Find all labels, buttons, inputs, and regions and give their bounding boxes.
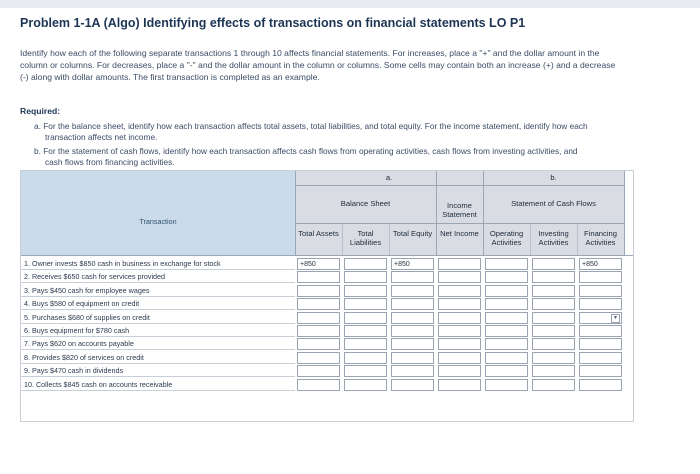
amount-input[interactable] [532, 325, 575, 337]
transaction-header-label: Transaction [139, 217, 177, 226]
header-line [295, 223, 624, 224]
amount-input[interactable] [297, 271, 340, 283]
part-a-header: a. [295, 171, 483, 185]
column-header-total-liabilities: Total Liabilities [342, 223, 389, 255]
column-divider [530, 223, 531, 255]
amount-input[interactable] [297, 379, 340, 391]
transaction-header [21, 171, 296, 255]
header-divider [624, 171, 625, 255]
amount-input[interactable] [532, 271, 575, 283]
chevron-down-icon[interactable]: ▾ [611, 314, 620, 323]
required-item-b: b. For the statement of cash flows, identify how each transaction affects cash flows from operating activities, cash flows from investing activities, and cash flows from financing activities. [34, 146, 578, 167]
amount-input[interactable] [485, 338, 528, 350]
transaction-row-label: 4. Buys $580 of equipment on credit [21, 297, 295, 310]
transaction-row-label: 1. Owner invests $850 cash in business in exchange for stock [21, 257, 295, 270]
amount-input[interactable] [438, 365, 481, 377]
transaction-row-label: 5. Purchases $680 of supplies on credit [21, 311, 295, 324]
amount-input[interactable] [485, 352, 528, 364]
amount-value: +850 [582, 261, 598, 268]
balance-sheet-header: Balance Sheet [295, 185, 436, 223]
amount-input[interactable] [297, 352, 340, 364]
amount-input[interactable] [438, 271, 481, 283]
amount-input[interactable] [297, 365, 340, 377]
amount-input[interactable] [438, 298, 481, 310]
amount-value: +850 [394, 261, 410, 268]
amount-input[interactable] [579, 258, 622, 270]
amount-input[interactable] [485, 258, 528, 270]
header-divider [483, 171, 484, 255]
header-line [21, 255, 633, 256]
column-header-total-equity: Total Equity [389, 223, 436, 255]
amount-input[interactable] [579, 365, 622, 377]
amount-input[interactable] [532, 379, 575, 391]
amount-input[interactable] [438, 312, 481, 324]
amount-input[interactable] [485, 271, 528, 283]
column-header-total-assets: Total Assets [295, 223, 342, 255]
amount-input[interactable] [532, 338, 575, 350]
amount-input[interactable] [297, 285, 340, 297]
amount-input[interactable] [344, 285, 387, 297]
amount-input[interactable] [297, 338, 340, 350]
amount-input[interactable] [485, 325, 528, 337]
amount-input[interactable] [391, 365, 434, 377]
amount-input[interactable] [579, 379, 622, 391]
amount-input[interactable] [485, 285, 528, 297]
income-statement-header: Income Statement [436, 185, 483, 223]
amount-input[interactable] [532, 312, 575, 324]
column-header-operating-activities: Operating Activities [483, 223, 530, 255]
column-divider [577, 223, 578, 255]
transaction-row-label: 2. Receives $650 cash for services provided [21, 270, 295, 283]
column-divider [389, 223, 390, 255]
required-label: Required: [20, 106, 61, 116]
amount-input[interactable] [391, 379, 434, 391]
header-divider [436, 171, 437, 255]
transaction-row-label: 8. Provides $820 of services on credit [21, 351, 295, 364]
header-line [295, 185, 624, 186]
amount-input[interactable] [485, 365, 528, 377]
required-item-a: a. For the balance sheet, identify how each transaction affects total assets, total liabilities, and total equity. For the income statement, identify how each transaction affects net income. [34, 121, 588, 142]
amount-input[interactable] [391, 298, 434, 310]
column-header-investing-activities: Investing Activities [530, 223, 577, 255]
amount-input[interactable] [485, 312, 528, 324]
amount-input[interactable] [344, 379, 387, 391]
amount-input[interactable] [344, 258, 387, 270]
part-b-header: b. [483, 171, 624, 185]
amount-input[interactable] [297, 325, 340, 337]
transaction-row-label: 10. Collects $845 cash on accounts receivable [21, 378, 295, 391]
amount-input[interactable] [344, 365, 387, 377]
column-header-financing-activities: Financing Activities [577, 223, 624, 255]
amount-input[interactable] [579, 285, 622, 297]
top-bar [0, 0, 700, 8]
required-list [34, 121, 594, 171]
amount-input[interactable] [532, 352, 575, 364]
amount-input[interactable] [438, 285, 481, 297]
transaction-row-label: 6. Buys equipment for $780 cash [21, 324, 295, 337]
column-divider [342, 223, 343, 255]
amount-input[interactable] [344, 298, 387, 310]
header-divider [295, 171, 296, 255]
amount-input[interactable] [297, 258, 340, 270]
amount-input[interactable] [391, 312, 434, 324]
amount-input[interactable] [344, 352, 387, 364]
column-header-net-income: Net Income [436, 223, 483, 255]
amount-input[interactable] [344, 338, 387, 350]
amount-input[interactable] [579, 325, 622, 337]
amount-input[interactable] [579, 298, 622, 310]
amount-input[interactable] [532, 298, 575, 310]
amount-input[interactable] [438, 258, 481, 270]
transaction-row-label: 3. Pays $450 cash for employee wages [21, 284, 295, 297]
amount-input[interactable] [438, 325, 481, 337]
amount-input[interactable] [579, 338, 622, 350]
transaction-row-label: 7. Pays $620 on accounts payable [21, 337, 295, 350]
cash-flows-header: Statement of Cash Flows [483, 185, 624, 223]
amount-input[interactable] [391, 325, 434, 337]
amount-input[interactable] [532, 365, 575, 377]
problem-title: Problem 1-1A (Algo) Identifying effects of transactions on financial statements LO P1 [20, 16, 526, 30]
amount-input[interactable] [438, 352, 481, 364]
amount-input[interactable] [579, 271, 622, 283]
amount-input[interactable] [532, 258, 575, 270]
amount-input[interactable] [532, 285, 575, 297]
amount-input[interactable] [485, 379, 528, 391]
amount-input[interactable] [485, 298, 528, 310]
transactions-table [20, 170, 634, 422]
instructions-text: Identify how each of the following separate transactions 1 through 10 affects financial statements. For increases, place a "+" and the dollar amount in the column or columns. For decreases, place a "-" and the dollar amount in the column or columns. Some cells may contain both an increase (+) and a decrease (-) along with dollar amounts. The first transaction is completed as an example. [20, 48, 616, 82]
amount-input[interactable] [391, 352, 434, 364]
amount-input[interactable] [579, 312, 622, 324]
transaction-row-label: 9. Pays $470 cash in dividends [21, 364, 295, 377]
amount-input[interactable] [297, 298, 340, 310]
amount-input[interactable] [344, 312, 387, 324]
amount-input[interactable] [391, 285, 434, 297]
amount-input[interactable] [344, 271, 387, 283]
amount-input[interactable] [438, 379, 481, 391]
amount-input[interactable] [344, 325, 387, 337]
amount-value: +850 [300, 261, 316, 268]
amount-input[interactable] [579, 352, 622, 364]
amount-input[interactable] [297, 312, 340, 324]
amount-input[interactable] [391, 258, 434, 270]
amount-input[interactable] [391, 271, 434, 283]
amount-input[interactable] [438, 338, 481, 350]
amount-input[interactable] [391, 338, 434, 350]
